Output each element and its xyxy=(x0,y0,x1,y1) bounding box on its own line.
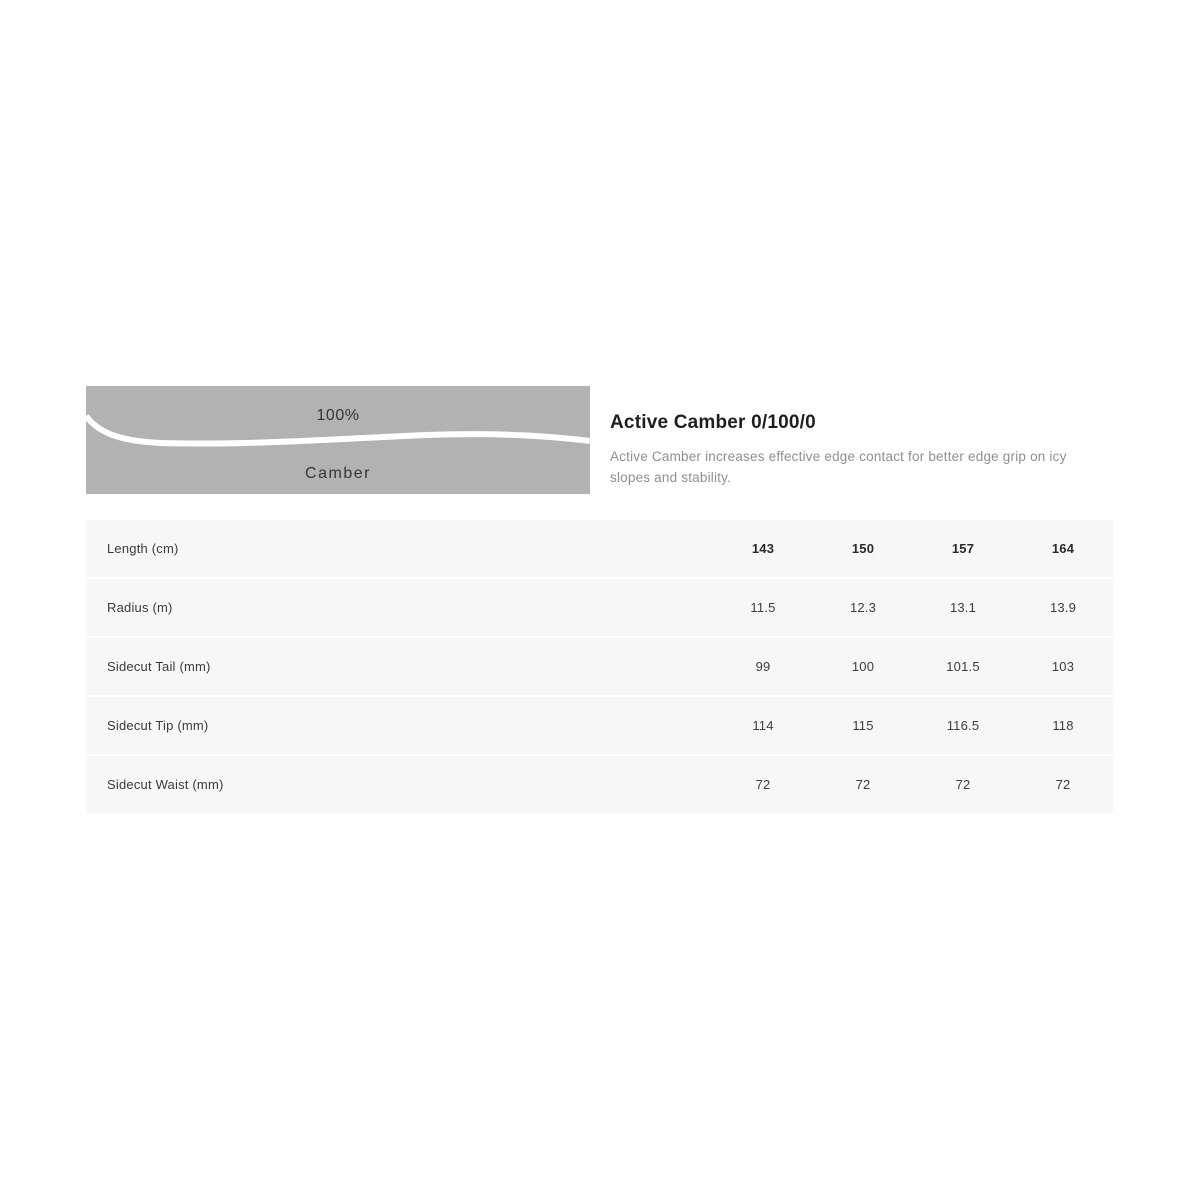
table-row-length xyxy=(86,520,1113,577)
spec-value: 72 xyxy=(755,777,771,792)
camber-percentage-label: 100% xyxy=(316,407,360,424)
spec-value: 72 xyxy=(955,777,971,792)
spec-value: 99 xyxy=(755,659,771,674)
spec-value: 116.5 xyxy=(946,718,980,733)
spec-value: 72 xyxy=(855,777,871,792)
spec-value: 11.5 xyxy=(750,600,776,615)
spec-value: 12.3 xyxy=(849,600,877,615)
spec-table xyxy=(86,520,1113,813)
table-row-radius xyxy=(86,579,1113,636)
spec-value: 103 xyxy=(1051,659,1075,674)
spec-label: Radius (m) xyxy=(107,600,173,615)
spec-value: 100 xyxy=(851,659,875,674)
table-row-sidecut-tip xyxy=(86,697,1113,754)
spec-value: 13.9 xyxy=(1049,600,1077,615)
camber-profile-diagram xyxy=(86,386,590,494)
spec-value: 115 xyxy=(852,718,874,733)
spec-value: 150 xyxy=(851,541,875,556)
spec-value: 164 xyxy=(1051,541,1075,556)
spec-value: 157 xyxy=(951,541,975,556)
table-row-sidecut-tail xyxy=(86,638,1113,695)
spec-label: Sidecut Waist (mm) xyxy=(107,777,224,792)
section-title: Active Camber 0/100/0 xyxy=(610,412,816,433)
spec-value: 101.5 xyxy=(946,659,980,674)
camber-info-block xyxy=(610,412,1102,488)
spec-value: 143 xyxy=(751,541,775,556)
spec-values xyxy=(713,659,1113,674)
spec-label: Sidecut Tail (mm) xyxy=(107,659,211,674)
camber-name-label: Camber xyxy=(305,465,371,482)
spec-label: Length (cm) xyxy=(107,541,179,556)
spec-values xyxy=(713,718,1113,733)
spec-value: 13.1 xyxy=(949,600,977,615)
spec-value: 118 xyxy=(1052,718,1074,733)
spec-values xyxy=(713,541,1113,556)
spec-value: 114 xyxy=(752,718,774,733)
spec-values xyxy=(713,777,1113,792)
section-description: Active Camber increases effective edge contact for better edge grip on icy slopes and stability. xyxy=(610,449,1067,485)
spec-values xyxy=(713,600,1113,615)
table-row-sidecut-waist xyxy=(86,756,1113,813)
spec-label: Sidecut Tip (mm) xyxy=(107,718,209,733)
spec-value: 72 xyxy=(1055,777,1071,792)
